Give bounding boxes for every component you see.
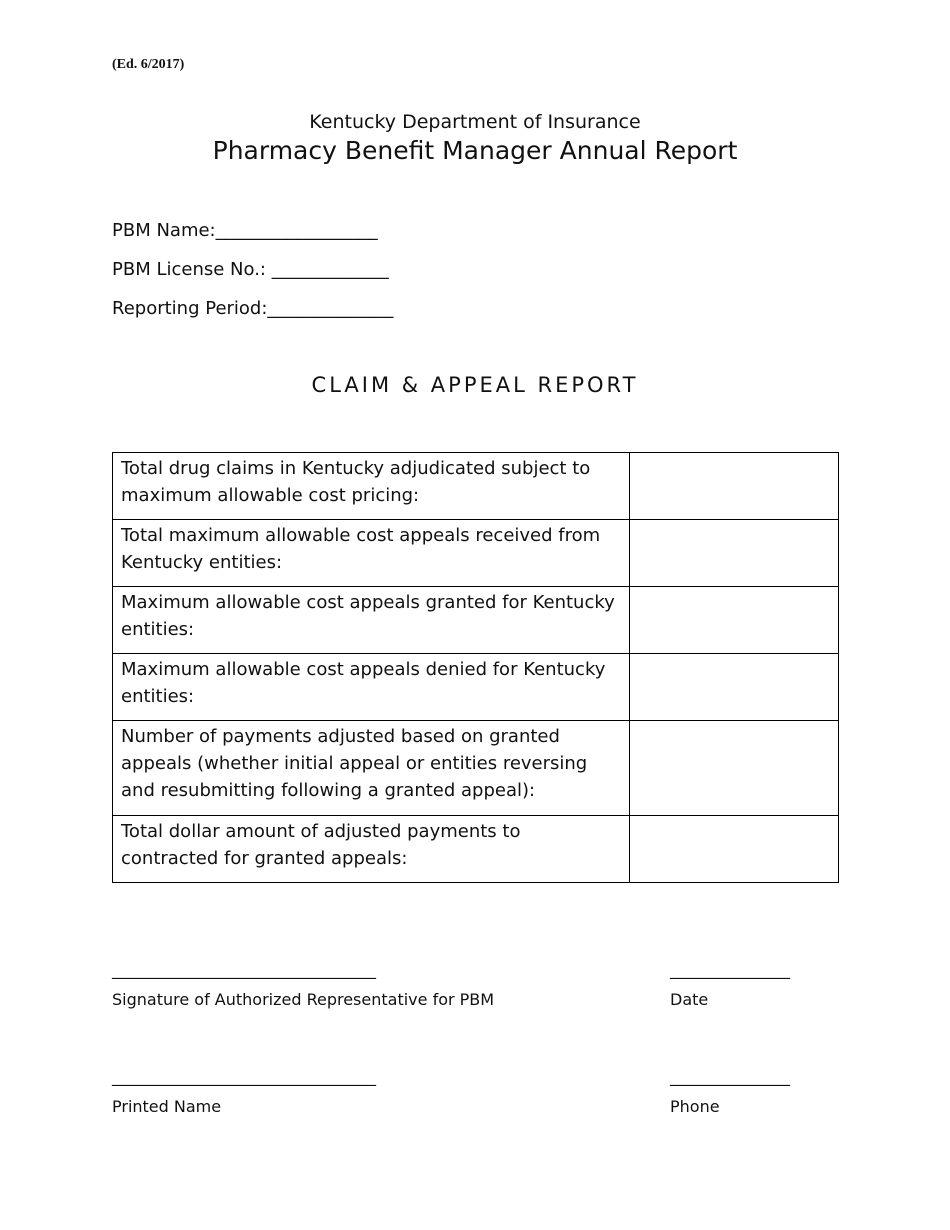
section-title: CLAIM & APPEAL REPORT xyxy=(311,373,639,397)
printed-name-label: Printed Name xyxy=(112,1097,222,1116)
signature-label: Signature of Authorized Representative for PBM xyxy=(112,990,495,1009)
pbm-license-field[interactable]: PBM License No.: _____________ xyxy=(112,259,389,280)
row-answer-cell[interactable] xyxy=(630,520,839,587)
signature-line[interactable]: _________________________________ xyxy=(112,960,376,979)
row-answer-cell[interactable] xyxy=(630,587,839,654)
reporting-period-field[interactable]: Reporting Period:______________ xyxy=(112,298,394,319)
claim-appeal-table xyxy=(112,452,839,883)
table-row xyxy=(113,453,839,520)
edition-label: (Ed. 6/2017) xyxy=(112,57,185,72)
row-answer-cell[interactable] xyxy=(630,721,839,816)
department-name: Kentucky Department of Insurance xyxy=(309,111,641,133)
row-question: Total maximum allowable cost appeals received from Kentucky entities: xyxy=(113,520,630,587)
table-row xyxy=(113,654,839,721)
printed-name-line[interactable]: _________________________________ xyxy=(112,1067,376,1086)
table-row xyxy=(113,816,839,883)
date-line[interactable]: _______________ xyxy=(670,960,790,979)
row-answer-cell[interactable] xyxy=(630,816,839,883)
row-question: Number of payments adjusted based on granted appeals (whether initial appeal or entities reversing and resubmitting following a granted appeal): xyxy=(113,721,630,816)
pbm-name-field[interactable]: PBM Name:__________________ xyxy=(112,220,378,241)
row-question: Maximum allowable cost appeals granted for Kentucky entities: xyxy=(113,587,630,654)
date-label: Date xyxy=(670,990,709,1009)
row-answer-cell[interactable] xyxy=(630,453,839,520)
row-answer-cell[interactable] xyxy=(630,654,839,721)
phone-label: Phone xyxy=(670,1097,720,1116)
row-question: Total drug claims in Kentucky adjudicated subject to maximum allowable cost pricing: xyxy=(113,453,630,520)
row-question: Total dollar amount of adjusted payments to contracted for granted appeals: xyxy=(113,816,630,883)
row-question: Maximum allowable cost appeals denied for Kentucky entities: xyxy=(113,654,630,721)
page-title: Pharmacy Benefit Manager Annual Report xyxy=(212,136,738,165)
table-row xyxy=(113,520,839,587)
table-row xyxy=(113,587,839,654)
table-row xyxy=(113,721,839,816)
phone-line[interactable]: _______________ xyxy=(670,1067,790,1086)
